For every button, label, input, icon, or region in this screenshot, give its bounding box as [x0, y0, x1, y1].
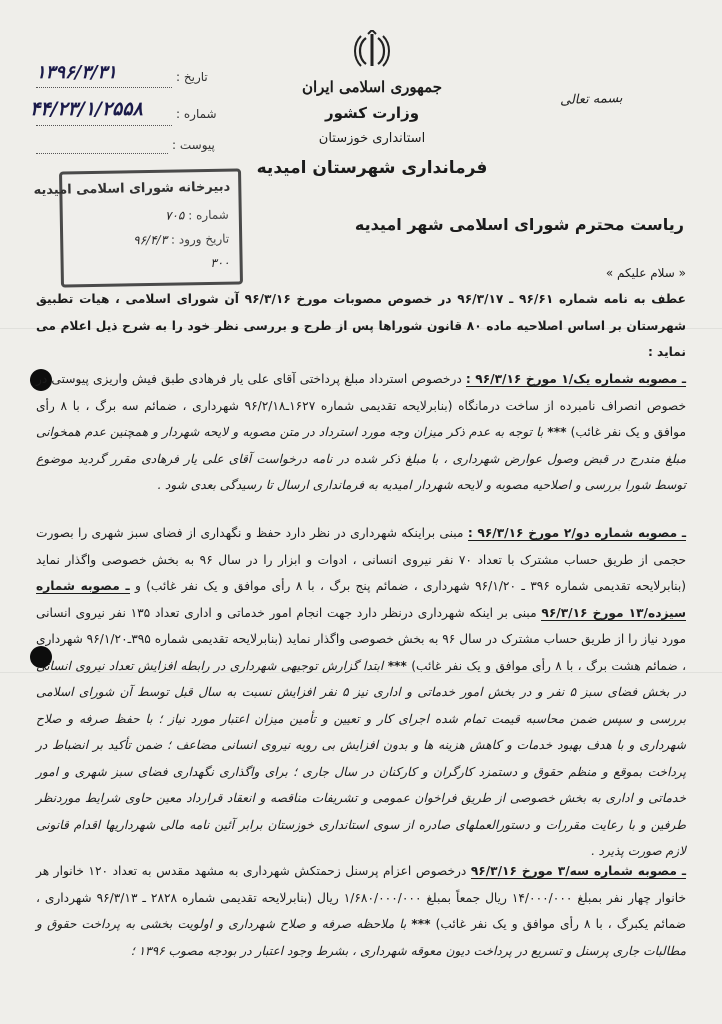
- stamp-title: دبیرخانه شورای اسلامی امیدیه: [33, 179, 231, 199]
- stamp-number-label: شماره: [195, 207, 229, 223]
- governorate-title: فرمانداری شهرستان امیدیه: [256, 158, 488, 178]
- number-value: ۴۴/۲۳/۱/۲۵۵۸: [30, 98, 143, 120]
- bismillah-text: بسمه تعالی: [559, 90, 623, 109]
- resolution-2: [36, 520, 686, 865]
- resolution-3: [36, 858, 686, 964]
- resolution-1-heading: ـ مصوبه شماره یک/۱ مورخ ۹۶/۳/۱۶ :: [465, 372, 686, 386]
- resolution-3-text: درخصوص اعزام پرسنل زحمتکش شهرداری به مشهد مقدس به تعداد ۱۲۰ خانوار هر خانوار چهار نفر بمبلغ ۱۴/۰۰۰/۰۰۰ ریال جمعاً بمبلغ ۱/۶۸۰/۰۰۰/۰۰۰ ریال (بنابرلایحه تقدیمی شماره ۲۸۲۸ ـ ۹۶/۳/۱۳ شهرداری ، ضمائم یکبرگ ، با ۸ رأی موافق و یک نفر غائب): [36, 864, 686, 931]
- stamp-number-row: شماره : ۷۰۵: [164, 207, 229, 223]
- stamp-date-row: تاریخ ورود : ۹۶/۴/۳: [133, 231, 230, 248]
- date-dotted-line: [36, 86, 172, 88]
- ministry-title: وزارت کشور: [324, 104, 420, 122]
- resolution-13-heading: ـ مصوبه شماره سیزده/۱۳ مورخ ۹۶/۳/۱۶: [36, 579, 686, 620]
- attachment-dotted-line: [36, 152, 168, 154]
- resolution-3-stars: ***: [411, 917, 431, 931]
- province-title: استانداری خوزستان: [318, 131, 426, 146]
- stamp-date-value: ۹۶/۴/۳: [133, 232, 168, 248]
- republic-title: جمهوری اسلامی ایران: [301, 78, 443, 96]
- number-label: شماره :: [176, 107, 217, 121]
- resolution-2-heading: ـ مصوبه شماره دو/۲ مورخ ۹۶/۳/۱۶ :: [467, 526, 686, 540]
- number-dotted-line: [36, 124, 172, 126]
- resolution-3-opinion: با ملاحظه صرفه و صلاح شهرداری و اولویت بخشی به پرداخت حقوق و مطالبات جاری پرسنل و تسریع در پرداخت دیون معوقه شهرداری ، بشرط وجود اعتبار در بودجه مصوب ۱۳۹۶ ؛: [36, 917, 686, 958]
- resolution-1: [36, 366, 686, 499]
- stamp-date-label: تاریخ ورود: [178, 231, 230, 247]
- date-label: تاریخ :: [176, 70, 208, 84]
- resolution-1-text: درخصوص استرداد مبلغ پرداختی آقای علی یار فرهادی طبق فیش واریزی پیوستی در خصوص انصراف نامبرده از ساخت درمانگاه (بنابرلایحه تقدیمی شماره ۱۶۲۷ـ۹۶/۲/۱۸ شهرداری ، ضمائم سه برگ ، با ۸ رأی موافق و یک نفر غائب): [36, 372, 687, 439]
- stamp-number-value: ۷۰۵: [164, 208, 185, 223]
- resolution-2-opinion: ابتدا گزارش توجیهی شهرداری در رابطه افزایش تعداد نیروی انسانی در بخش فضای سبز ۵ نفر و در بخش امور خدماتی و اداری نیز ۵ نفر افزایش نسبت به سال قبل توسط آن شورای اسلامی بررسی و سپس ضمن محاسبه قیمت تمام شده اجرای کار و تعیین و تأمین میزان اعتبار مورد نیاز ؛ با حفظ صرفه و صلاح شهرداری و با هدف بهبود خدمات و کاهش هزینه ها و بدون افزایش بی رویه نیروی انسانی مضاعف ؛ ضمن تأکید بر انضباط در پرداخت بموقع و منظم حقوق و دستمزد کارگران و کارکنان در سال جاری ؛ برای واگذاری نگهداری فضای سبز شهری و امور خدماتی و اداری به بخش خصوصی از طریق فراخوان عمومی و تشریفات مناقصه و انعقاد قرارداد معین حاوی شرایط موردنظر طرفین و با رعایت مقررات و دستورالعملهای صادره از سوی استانداری خوزستان برابر آئین نامه مالی شهرداریها اقدام قانونی لازم صورت پذیرد .: [36, 658, 687, 858]
- intro-paragraph: عطف به نامه شماره ۹۶/۶۱ ـ ۹۶/۳/۱۷ در خصوص مصوبات مورخ ۹۶/۳/۱۶ آن شورای اسلامی ، هیات تطبیق شهرستان بر اساس اصلاحیه ماده ۸۰ قانون شوراها پس از طرح و بررسی نظر خود را به شرح ذیل اعلام می نماید :: [36, 292, 687, 359]
- resolution-13-text: مبنی بر اینکه شهرداری درنظر دارد جهت انجام امور خدماتی و اداری تعداد ۱۳۵ نفر نیروی انسانی مورد نیاز را از طریق حساب مشترک در سال ۹۶ به بخش خصوصی واگذار نماید (بنابرلایحه تقدیمی شماره ۳۹۵ـ۹۶/۱/۲۰ شهرداری ، ضمائم هشت برگ ، با ۸ رأی موافق و یک نفر غائب): [36, 605, 687, 673]
- date-value: ۱۳۹۶/۳/۳۱: [36, 62, 117, 83]
- stamp-extra-value: ۳۰۰: [210, 255, 230, 270]
- addressee: ریاست محترم شورای اسلامی شهر امیدیه: [354, 215, 684, 234]
- resolution-1-opinion: با توجه به عدم ذکر میزان وجه مورد استرداد در متن مصوبه و لایحه شهردار و همچنین عدم همخوانی مبلغ مندرج در قبض وصول عوارض شهرداری ، با مبلغ ذکر شده در نامه درخواست آقای علی یار فرهادی مقرر گردید موضوع توسط شورا بررسی و اصلاحیه مصوبه و لایحه شهردار امیدیه به فرمانداری ارسال تا رسیدگی بعدی شود .: [36, 425, 686, 492]
- resolution-3-heading: ـ مصوبه شماره سه/۳ مورخ ۹۶/۳/۱۶: [470, 864, 686, 878]
- iran-emblem-icon: [352, 30, 392, 70]
- resolution-2-stars: ***: [387, 658, 407, 673]
- resolution-2-text: مبنی براینکه شهرداری در نظر دارد حفظ و نگهداری از فضای سبز شهری را بصورت حجمی از طریق حساب مشترک با تعداد ۷۰ نفر نیروی انسانی ، ادوات و ابزار را در سال ۹۶ به بخش خصوصی واگذار نماید (بنابرلایحه تقدیمی شماره ۳۹۶ ـ ۹۶/۱/۲۰ شهرداری ، ضمائم پنج برگ ، با ۸ رأی موافق و یک نفر غائب) و: [36, 526, 687, 593]
- greeting: « سلام علیکم »: [605, 266, 686, 280]
- attachment-label: پیوست :: [172, 138, 215, 152]
- resolution-1-stars: ***: [547, 425, 567, 439]
